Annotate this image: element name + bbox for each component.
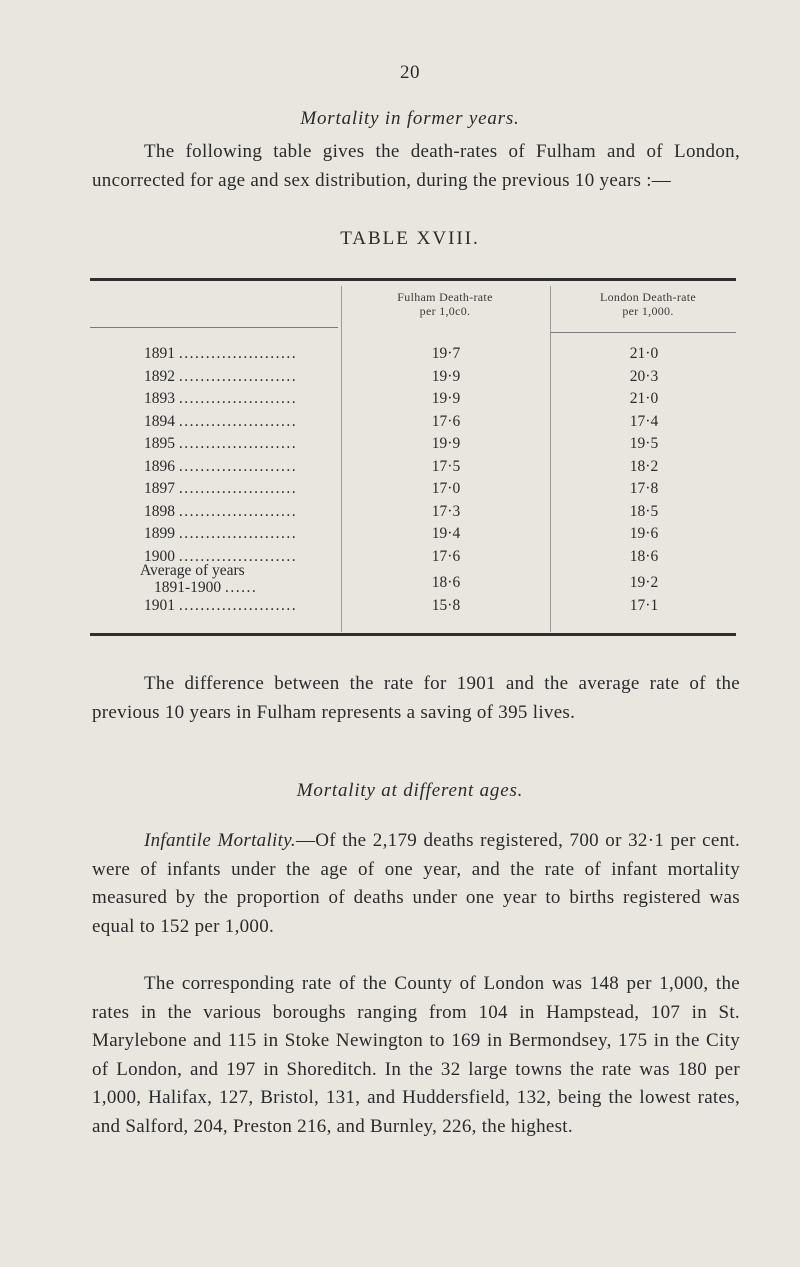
table-bottom-rule bbox=[90, 633, 736, 636]
row-year: 1896 ...................... bbox=[144, 457, 298, 475]
table-header-rule-left bbox=[90, 327, 338, 328]
average-label bbox=[140, 562, 340, 596]
row-london-rate: 20·3 bbox=[629, 367, 659, 385]
row-fulham-rate: 19·9 bbox=[431, 435, 461, 452]
table-row bbox=[0, 413, 800, 436]
average-london-rate: 19·2 bbox=[629, 574, 659, 591]
column-header-london-line1: London Death-rate bbox=[599, 290, 697, 304]
table-row bbox=[0, 480, 800, 503]
table-title: TABLE XVIII. bbox=[340, 228, 480, 249]
row-fulham-rate: 15·8 bbox=[431, 597, 461, 614]
column-header-london bbox=[560, 290, 736, 318]
row-london-rate: 21·0 bbox=[629, 390, 659, 407]
difference-paragraph: The difference between the rate for 1901 and the average rate of the previous 10 years in Fulham represents a saving of 395 lives. bbox=[92, 673, 740, 723]
row-year: 1899 ...................... bbox=[144, 525, 298, 542]
row-fulham-rate: 19·7 bbox=[431, 345, 461, 362]
row-fulham-rate: 19·4 bbox=[431, 525, 461, 542]
row-year: 1895 ...................... bbox=[144, 435, 298, 452]
row-london-rate: 18·6 bbox=[629, 547, 659, 565]
row-year: 1892 ...................... bbox=[144, 367, 298, 385]
column-header-fulham-line1: Fulham Death-rate bbox=[397, 290, 493, 304]
row-london-rate: 19·5 bbox=[629, 435, 659, 452]
infantile-label: Infantile Mortality. bbox=[144, 830, 296, 851]
row-fulham-rate: 17·6 bbox=[431, 412, 461, 430]
row-london-rate: 17·1 bbox=[629, 597, 659, 614]
row-fulham-rate: 19·9 bbox=[431, 390, 461, 407]
table-row-average bbox=[0, 562, 800, 602]
table-row bbox=[0, 525, 800, 548]
row-year: 1897 ...................... bbox=[144, 480, 298, 497]
row-fulham-rate: 17·6 bbox=[431, 547, 461, 565]
row-london-rate: 17·4 bbox=[629, 412, 659, 430]
average-label-line2-wrap: 1891-1900 ...... bbox=[154, 579, 258, 596]
row-year: 1901 ...................... bbox=[144, 597, 298, 614]
table-row bbox=[0, 368, 800, 391]
table-row bbox=[0, 503, 800, 526]
row-fulham-rate: 17·3 bbox=[431, 502, 461, 520]
row-year: 1900 ...................... bbox=[144, 547, 298, 565]
page-number: 20 bbox=[400, 62, 420, 83]
column-header-fulham-line2: per 1,0c0. bbox=[419, 304, 471, 318]
column-header-london-line2: per 1,000. bbox=[622, 304, 674, 318]
table-header-rule-right bbox=[550, 332, 736, 333]
row-london-rate: 18·2 bbox=[629, 457, 659, 475]
row-year: 1898 ...................... bbox=[144, 502, 298, 520]
row-fulham-rate: 19·9 bbox=[431, 367, 461, 385]
table-row bbox=[0, 390, 800, 413]
average-fulham-rate: 18·6 bbox=[431, 574, 461, 591]
infantile-paragraph bbox=[92, 827, 740, 941]
london-comparison-paragraph: The corresponding rate of the County of London was 148 per 1,000, the rates in the various boroughs ranging from 104 in Hampstead, 107 in St. Marylebone and 115 in Stoke Newington to 169 in Bermondsey, 175 in the City of London, and 197 in Shoreditch. In the 32 large towns the rate was 180 per 1,000, Halifax, 127, Bristol, 131, and Huddersfield, 132, being the lowest rates, and Salford, 204, Preston 216, and Burnley, 226, the highest. bbox=[92, 973, 740, 1137]
row-london-rate: 18·5 bbox=[629, 502, 659, 520]
average-label-line2: 1891-1900 bbox=[154, 579, 222, 596]
infantile-text: —Of the 2,179 deaths registered, 700 or 32·1 per cent. were of infants under the age of one year, and the rate of infant mortality measured by the proportion of deaths under one year to births registered was equal to 152 per 1,000. bbox=[92, 830, 740, 937]
section-heading-different-ages: Mortality at different ages. bbox=[296, 780, 524, 801]
column-header-fulham bbox=[360, 290, 530, 318]
row-london-rate: 17·8 bbox=[629, 480, 659, 497]
row-year: 1893 ...................... bbox=[144, 390, 298, 407]
row-fulham-rate: 17·5 bbox=[431, 457, 461, 475]
row-fulham-rate: 17·0 bbox=[431, 480, 461, 497]
table-top-rule bbox=[90, 278, 736, 281]
table-row bbox=[0, 458, 800, 481]
table-row bbox=[0, 435, 800, 458]
row-london-rate: 19·6 bbox=[629, 525, 659, 542]
row-london-rate: 21·0 bbox=[629, 345, 659, 362]
table-row bbox=[0, 345, 800, 368]
intro-paragraph: The following table gives the death-rates of Fulham and of London, uncorrected for age and sex distribution, during the previous 10 years :— bbox=[92, 141, 740, 191]
row-year: 1894 ...................... bbox=[144, 412, 298, 430]
table-row-1901 bbox=[0, 597, 800, 620]
average-label-line1: Average of years bbox=[140, 562, 245, 579]
section-heading-former-years: Mortality in former years. bbox=[300, 108, 520, 129]
row-year: 1891 ...................... bbox=[144, 345, 298, 362]
